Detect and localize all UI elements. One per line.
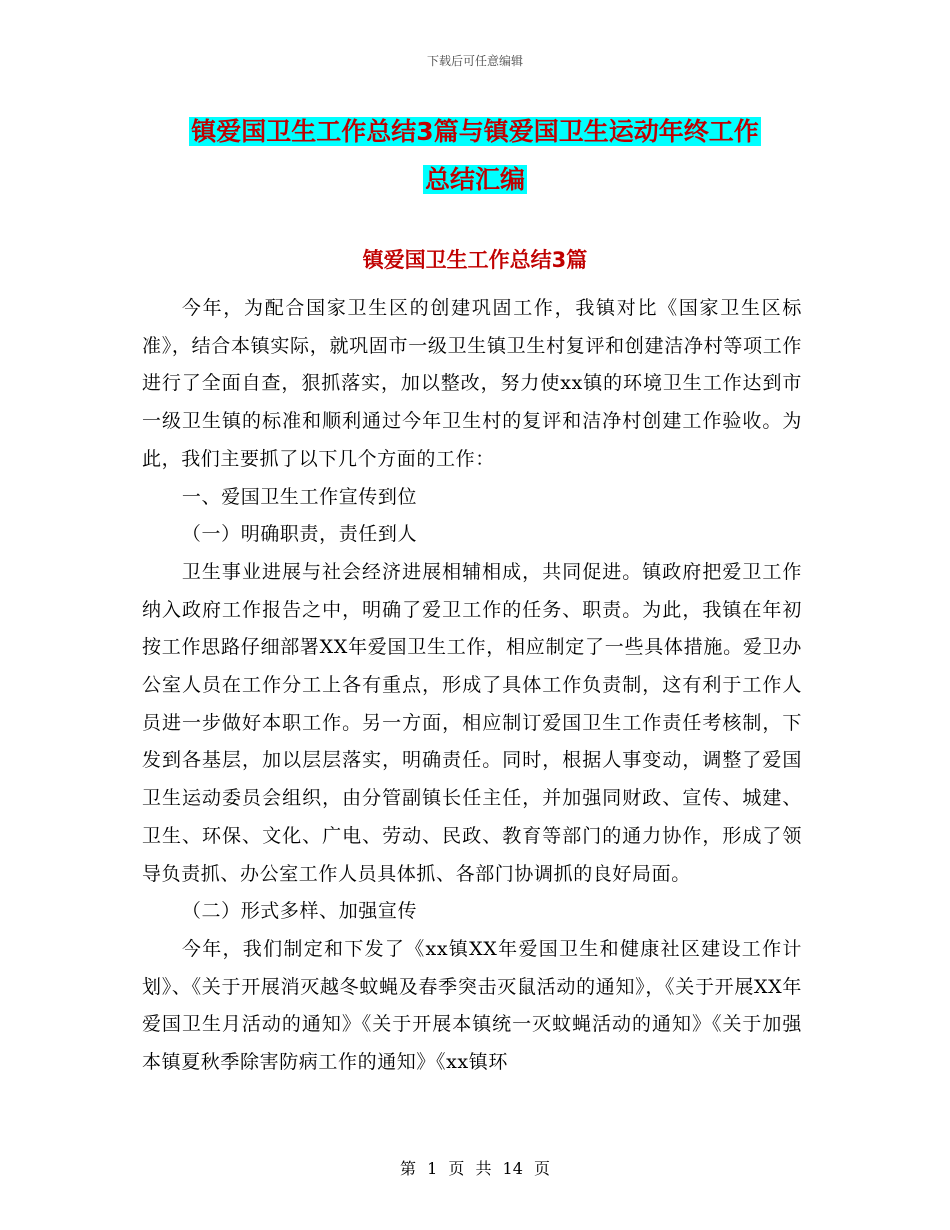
page-footer: 第 1 页 共 14 页	[400, 1159, 550, 1178]
title-line-2: 总结汇编	[424, 165, 525, 194]
subheading-2: （二）形式多样、加强宣传	[181, 900, 418, 923]
title-line-1: 镇爱国卫生工作总结3篇与镇爱国卫生运动年终工作	[191, 117, 759, 146]
heading-section-1: 一、爱国卫生工作宣传到位	[181, 485, 418, 508]
paragraph-intro: 今年，为配合国家卫生区的创建巩固工作，我镇对比《国家卫生区标准》，结合本镇实际，就巩固市一级卫生镇卫生村复评和创建洁净村等项工作进行了全面自查，狠抓落实，加以整改，努力使xx镇的环境卫生工作达到市一级卫生镇的标准和顺利通过今年卫生村的复评和洁净村创建工作验收。为此，我们主要抓了以下几个方面的工作：	[142, 297, 802, 470]
header-note: 下载后可任意编辑	[426, 54, 523, 68]
document-title	[0, 108, 950, 204]
paragraph-responsibility: 卫生事业进展与社会经济进展相辅相成，共同促进。镇政府把爱卫工作纳入政府工作报告之中，明确了爱卫工作的任务、职责。为此，我镇在年初按工作思路仔细部署XX年爱国卫生工作，相应制定了一些具体措施。爱卫办公室人员在工作分工上各有重点，形成了具体工作负责制，这有利于工作人员进一步做好本职工作。另一方面，相应制订爱国卫生工作责任考核制，下发到各基层，加以层层落实，明确责任。同时，根据人事变动，调整了爱国卫生运动委员会组织，由分管副镇长任主任，并加强同财政、宣传、城建、卫生、环保、文化、广电、劳动、民政、教育等部门的通力协作，形成了领导负责抓、办公室工作人员具体抓、各部门协调抓的良好局面。	[142, 560, 802, 885]
section-title: 镇爱国卫生工作总结3篇	[362, 248, 588, 272]
document-body	[142, 290, 802, 1082]
subheading-1: （一）明确职责，责任到人	[181, 523, 418, 546]
paragraph-publicity: 今年，我们制定和下发了《xx镇XX年爱国卫生和健康社区建设工作计划》、《关于开展消灭越冬蚊蝇及春季突击灭鼠活动的通知》，《关于开展XX年爱国卫生月活动的通知》《关于开展本镇统一灭蚊蝇活动的通知》《关于加强本镇夏秋季除害防病工作的通知》《xx镇环	[142, 937, 802, 1074]
